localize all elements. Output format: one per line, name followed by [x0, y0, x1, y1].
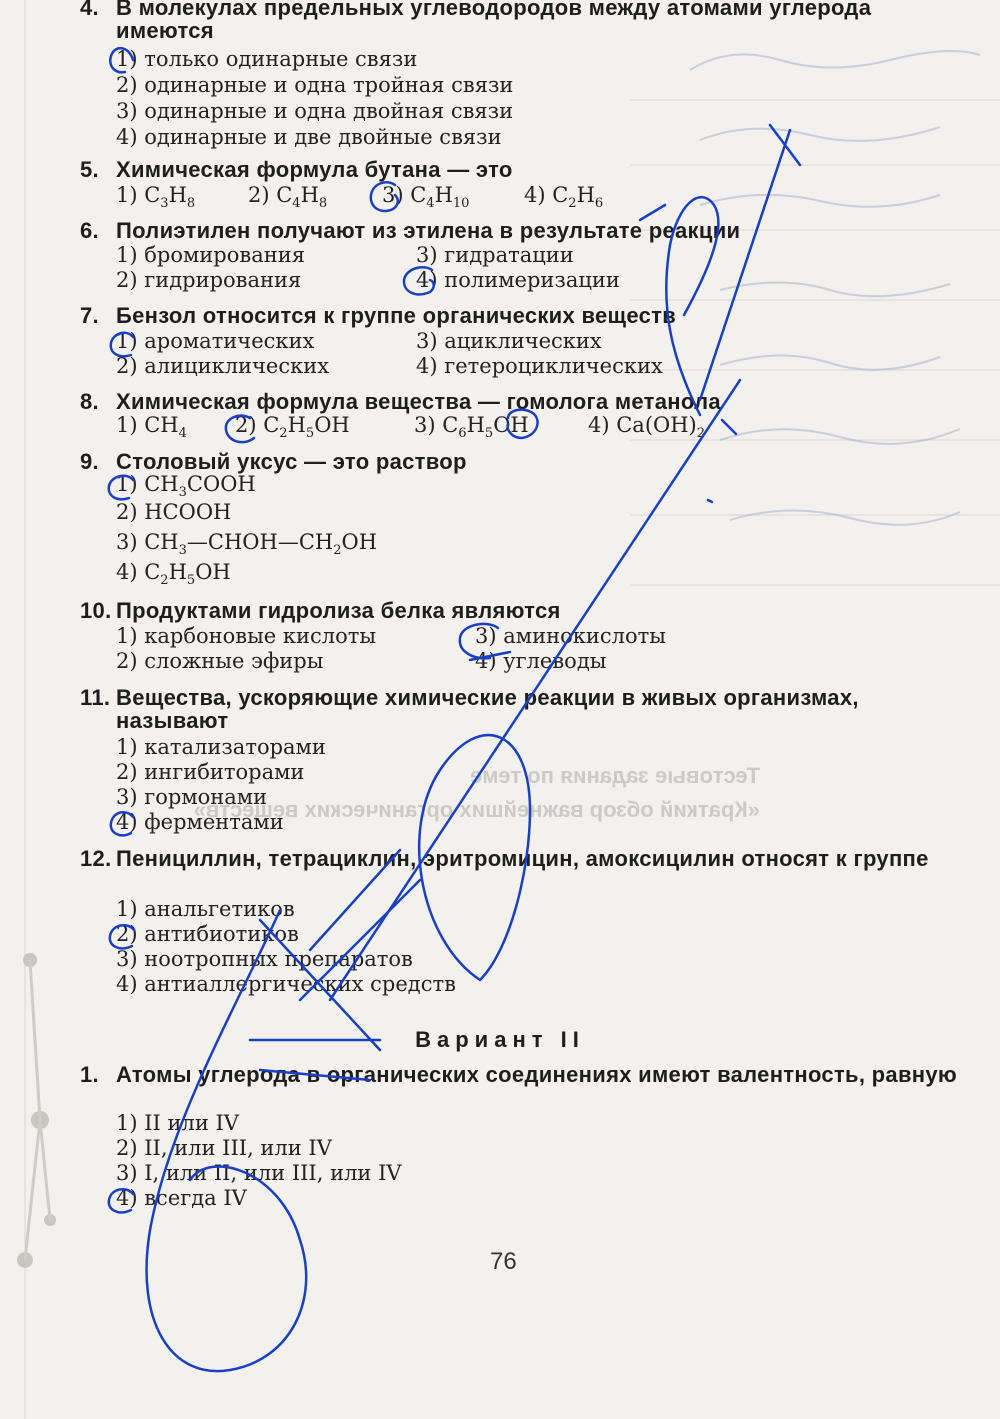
variant-2-question-1-option-2: 2) II, или III, или IV	[116, 1136, 332, 1160]
page-number: 76	[490, 1248, 517, 1275]
variant-2-question-1-option-3: 3) I, или II, или III, или IV	[116, 1161, 402, 1185]
question-9-option-4: 4) $C_2H_5OH$	[116, 560, 231, 589]
bleed-title-line1: Тестовые задания по теме	[469, 763, 760, 788]
question-12-title	[80, 847, 970, 870]
question-5-option-3: 3) $C_4H_{10}$	[382, 183, 470, 212]
question-11-option-3: 3) гормонами	[116, 785, 268, 809]
question-8-option-4: 4) $Ca(OH)_2$	[588, 413, 706, 442]
question-5-title	[80, 158, 970, 181]
question-10-option-3: 3) аминокислоты	[475, 624, 666, 648]
question-11-text: Вещества, ускоряющие химические реакции в живых организмах, называют	[116, 685, 859, 733]
question-12-number: 12.	[80, 846, 112, 871]
question-5-text: Химическая формула бутана — это	[116, 157, 513, 182]
question-10-option-1: 1) карбоновые кислоты	[116, 624, 377, 648]
question-10-number: 10.	[80, 598, 112, 623]
question-7-text: Бензол относится к группе органических веществ	[116, 303, 677, 328]
question-9-title	[80, 450, 970, 473]
variant-heading: Вариант II	[415, 1027, 585, 1052]
question-5-option-1: 1) $C_3H_8$	[116, 183, 196, 212]
variant-2-question-1-title	[80, 1063, 970, 1086]
question-11-option-1: 1) катализаторами	[116, 735, 326, 759]
bleed-title-line2: «Краткий обзор важнейших органических веществ»	[193, 797, 760, 822]
question-7-option-3: 3) ациклических	[416, 329, 602, 353]
question-9-text: Столовый уксус — это раствор	[116, 449, 467, 474]
question-11-option-2: 2) ингибиторами	[116, 760, 305, 784]
question-6-option-1: 1) бромирования	[116, 243, 305, 267]
question-6-option-3: 3) гидратации	[416, 243, 574, 267]
question-12-option-1: 1) анальгетиков	[116, 897, 295, 921]
question-7-option-2: 2) алициклических	[116, 354, 330, 378]
question-11-number: 11.	[80, 685, 111, 710]
question-5-option-2: 2) $C_4H_8$	[248, 183, 328, 212]
question-9-option-2: 2) HCOOH	[116, 500, 232, 524]
question-12-text: Пенициллин, тетрациклин, эритромицин, амоксицилин относят к группе	[116, 846, 929, 871]
question-6-text: Полиэтилен получают из этилена в результате реакции	[116, 218, 741, 243]
question-4-text: В молекулах предельных углеводородов между атомами углерода имеются	[116, 0, 872, 43]
question-8-option-2: 2) $C_2H_5OH$	[235, 413, 350, 442]
variant-2-question-1-option-1: 1) II или IV	[116, 1111, 239, 1135]
question-9-option-1: 1) $CH_3COOH$	[116, 472, 256, 501]
question-4-number: 4.	[80, 0, 99, 20]
question-6-option-4: 4) полимеризации	[416, 268, 620, 292]
question-10-option-4: 4) углеводы	[475, 649, 607, 673]
question-10-title	[80, 599, 970, 622]
question-4-option-1: 1) только одинарные связи	[116, 47, 418, 71]
question-4-title	[80, 0, 970, 42]
question-9-number: 9.	[80, 449, 99, 474]
question-7-title	[80, 304, 970, 327]
question-12-option-3: 3) ноотропных препаратов	[116, 947, 413, 971]
question-12-option-4: 4) антиаллергических средств	[116, 972, 456, 996]
question-10-text: Продуктами гидролиза белка являются	[116, 598, 561, 623]
question-8-option-1: 1) $CH_4$	[116, 413, 187, 442]
question-4-option-4: 4) одинарные и две двойные связи	[116, 125, 502, 149]
question-8-number: 8.	[80, 389, 99, 414]
question-12-option-2: 2) антибиотиков	[116, 922, 299, 946]
question-7-option-1: 1) ароматических	[116, 329, 315, 353]
question-11-title	[80, 686, 970, 732]
question-8-option-3: 3) $C_6H_5OH$	[414, 413, 529, 442]
question-9-option-3: 3) $CH_3—CHOH—CH_2OH$	[116, 530, 378, 559]
question-4-option-2: 2) одинарные и одна тройная связи	[116, 73, 514, 97]
variant-2-question-1-text: Атомы углерода в органических соединениях имеют валентность, равную	[116, 1062, 957, 1087]
question-4-option-3: 3) одинарные и одна двойная связи	[116, 99, 514, 123]
variant-2-question-1-number: 1.	[80, 1062, 99, 1087]
question-8-text: Химическая формула вещества — гомолога метанола	[116, 389, 721, 414]
question-7-number: 7.	[80, 303, 99, 328]
variant-2-question-1-option-4: 4) всегда IV	[116, 1186, 247, 1210]
question-10-option-2: 2) сложные эфиры	[116, 649, 324, 673]
question-6-number: 6.	[80, 218, 99, 243]
question-5-option-4: 4) $C_2H_6$	[524, 183, 604, 212]
question-5-number: 5.	[80, 157, 99, 182]
question-11-option-4: 4) ферментами	[116, 810, 284, 834]
question-8-title	[80, 390, 970, 413]
question-7-option-4: 4) гетероциклических	[416, 354, 663, 378]
question-6-option-2: 2) гидрирования	[116, 268, 302, 292]
question-6-title	[80, 219, 970, 242]
